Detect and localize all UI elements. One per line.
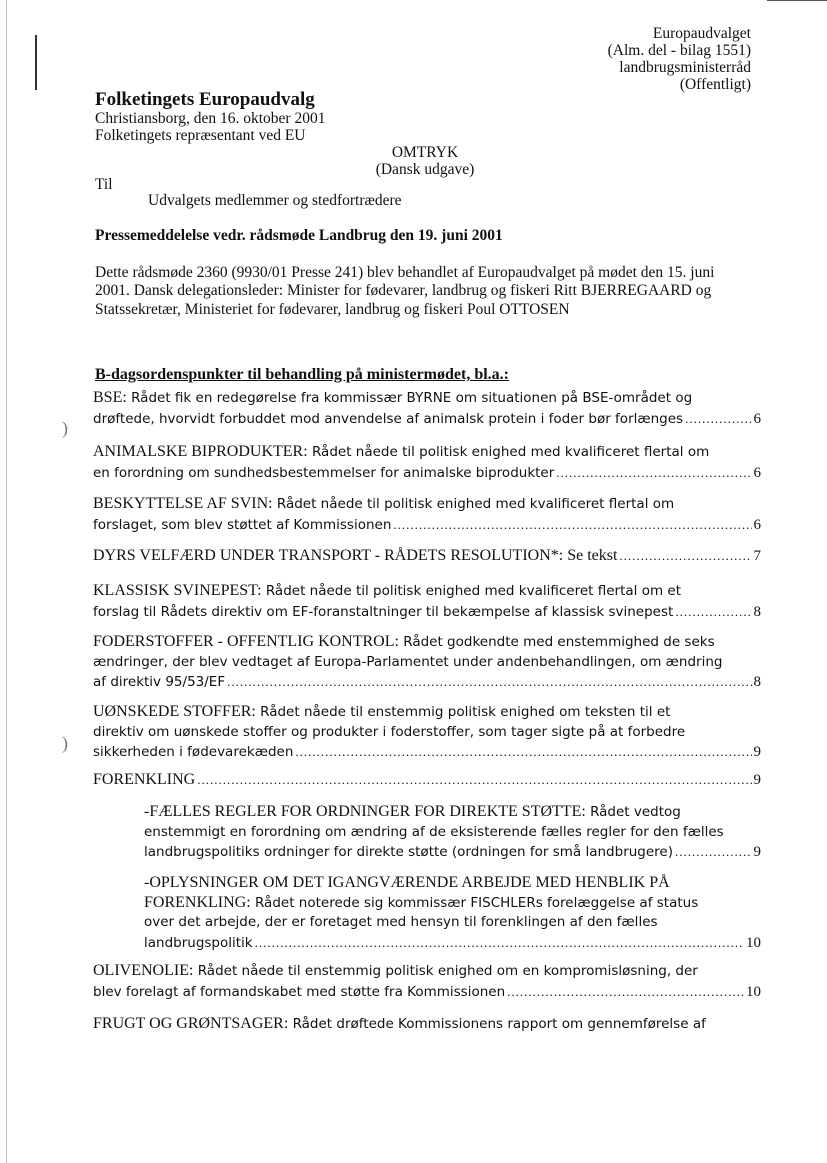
leader-dots (685, 409, 751, 429)
toc-entry (93, 581, 761, 622)
leader-dots (675, 602, 751, 622)
leader-dots (675, 842, 752, 862)
place-date: Christiansborg, den 16. oktober 2001 (95, 110, 326, 127)
toc-entry-text: sikkerheden i fødevarekæden (93, 744, 294, 760)
toc-entry (93, 442, 761, 483)
toc-entry-text: Rådet nåede til politisk enighed med kvalificeret flertal om (307, 444, 710, 460)
toc-page-number: 10 (746, 983, 761, 1000)
toc-entry (144, 802, 761, 863)
toc-entry-text: Rådet noterede sig kommissær FISCHLERs forelæggelse af status (250, 894, 699, 911)
toc-entry (93, 961, 761, 1002)
reference-number: (Alm. del - bilag 1551) (607, 42, 751, 59)
toc-entry (93, 702, 761, 763)
council-name: landbrugsministerråd (619, 59, 751, 76)
toc-entry (93, 770, 761, 791)
toc-entry-text: over det arbejde, der er foretaget med hensyn til forenklingen af den fælles (144, 914, 658, 930)
toc-entry-title: BSE: (93, 389, 127, 406)
toc-entry-title: DYRS VELFÆRD UNDER TRANSPORT - RÅDETS RESOLUTION*: Se tekst (93, 547, 618, 564)
leader-dots (227, 672, 751, 692)
intro-paragraph: Dette rådsmøde 2360 (9930/01 Presse 241) blev behandlet af Europaudvalget på mødet den 15. juni 2001. Dansk delegationsleder: Minister for fødevarer, landbrug og fiskeri Ritt BJERREGAARD og Statssekretær, Ministeriet for fødevarer, landbrug og fiskeri Poul OTTOSEN (95, 264, 715, 318)
toc-entry-text: direktiv om uønskede stoffer og produkter i foderstoffer, som tager sigte på at forbedre (93, 723, 686, 740)
toc-entry-title: -FÆLLES REGLER FOR ORDNINGER FOR DIREKTE STØTTE: (144, 803, 586, 820)
toc-entry-text: Rådet nåede til politisk enighed med kvalificeret flertal om (272, 496, 675, 512)
toc-entry (93, 388, 761, 429)
toc-entry-text: en forordning om sundhedsbestemmelser for animalske biprodukter (93, 464, 555, 481)
toc-entry-text: Rådet nåede til politisk enighed med kvalificeret flertal om et (261, 583, 682, 599)
toc-entry-text: drøftede, hvorvidt forbuddet mod anvendelse af animalsk protein i foder bør forlænges (93, 410, 684, 427)
toc-entry-text: af direktiv 95/53/EF (93, 674, 226, 690)
toc-page-number: 10 (746, 934, 761, 951)
toc-entry-text: Rådet godkendte med enstemmighed de seks (398, 634, 715, 650)
toc-entry-title: UØNSKEDE STOFFER: (93, 703, 256, 720)
representative: Folketingets repræsentant ved EU (95, 127, 306, 144)
toc-entry-text: landbrugspolitiks ordninger for direkte støtte (ordningen for små landbrugere) (144, 844, 673, 860)
leader-dots (255, 933, 744, 953)
toc-entry-text: Rådet fik en redegørelse fra kommissær BYRNE om situationen på BSE-området og (126, 390, 693, 406)
toc-entry-text: ændringer, der blev vedtaget af Europa-Parlamentet under andenbehandlingen, om ændring (93, 653, 723, 670)
toc-entry (93, 494, 761, 535)
toc-entry-text: blev forelagt af formandskabet med støtte fra Kommissionen (93, 983, 506, 1000)
left-scan-edge (6, 0, 7, 1163)
toc-entry-text: enstemmigt en forordning om ændring af de eksisterende fælles regler for den fælles (144, 823, 724, 840)
toc-entry-text: landbrugspolitik (144, 934, 253, 951)
subject-line: Pressemeddelelse vedr. rådsmøde Landbrug den 19. juni 2001 (95, 227, 503, 244)
public-status: (Offentligt) (679, 76, 751, 93)
toc-entry-title: FRUGT OG GRØNTSAGER: (93, 1015, 289, 1032)
binder-mark (35, 35, 37, 90)
toc-page-number: 8 (753, 674, 761, 690)
toc-entry (93, 546, 761, 567)
toc-entry (93, 632, 761, 693)
toc-page-number: 6 (753, 410, 761, 427)
toc-page-number: 6 (753, 464, 761, 481)
toc-entry-text: forslag til Rådets direktiv om EF-foranstaltninger til bekæmpelse af klassisk svinepest (93, 603, 674, 620)
toc-entry-text: Rådet drøftede Kommissionens rapport om gennemførelse af (288, 1016, 706, 1032)
toc-entry-title: FODERSTOFFER - OFFENTLIG KONTROL: (93, 633, 399, 650)
sender-org: Folketingets Europaudvalg (95, 89, 315, 110)
leader-dots (197, 770, 751, 790)
toc-page-number: 8 (753, 603, 761, 620)
toc-entry-title: KLASSISK SVINEPEST: (93, 582, 262, 599)
leader-dots (295, 742, 751, 762)
toc-page-number: 7 (753, 548, 761, 564)
toc-entry (93, 1014, 761, 1035)
punch-hole-mark: ) (62, 733, 68, 753)
leader-dots (393, 515, 751, 535)
toc-entry-text: Rådet nåede til enstemmig politisk enighed om teksten til et (255, 704, 671, 720)
leader-dots (619, 546, 751, 566)
addressee-label: Til (95, 176, 113, 193)
toc-page-number: 9 (753, 844, 761, 860)
toc-entry-text: Rådet nåede til enstemmig politisk enighed om en kompromisløsning, der (193, 963, 698, 979)
toc-entry-text: forslaget, som blev støttet af Kommissionen (93, 516, 392, 533)
document-header (608, 25, 751, 93)
section-heading: B-dagsordenspunkter til behandling på ministermødet, bl.a.: (95, 366, 509, 383)
toc-page-number: 9 (753, 772, 761, 788)
toc-entry-title: BESKYTTELSE AF SVIN: (93, 495, 273, 512)
punch-hole-mark: ) (62, 418, 68, 438)
toc-entry-title: FORENKLING (93, 771, 196, 788)
toc-page-number: 9 (753, 744, 761, 760)
toc-entry-text: Rådet vedtog (585, 804, 681, 820)
committee-name: Europaudvalget (652, 25, 751, 42)
toc-page-number: 6 (753, 516, 761, 533)
reprint-edition: (Dansk udgave) (375, 161, 475, 178)
toc-entry-title: -OPLYSNINGER OM DET IGANGVÆRENDE ARBEJDE MED HENBLIK PÅ FORENKLING: (144, 874, 670, 911)
recipients: Udvalgets medlemmer og stedfortrædere (148, 192, 402, 209)
reprint-title: OMTRYK (391, 144, 459, 161)
toc-entry-title: OLIVENOLIE: (93, 962, 194, 979)
toc-entry-title: ANIMALSKE BIPRODUKTER: (93, 443, 308, 460)
top-edge-line (767, 0, 827, 1)
leader-dots (556, 463, 751, 483)
leader-dots (507, 982, 744, 1002)
toc-entry (144, 873, 761, 953)
